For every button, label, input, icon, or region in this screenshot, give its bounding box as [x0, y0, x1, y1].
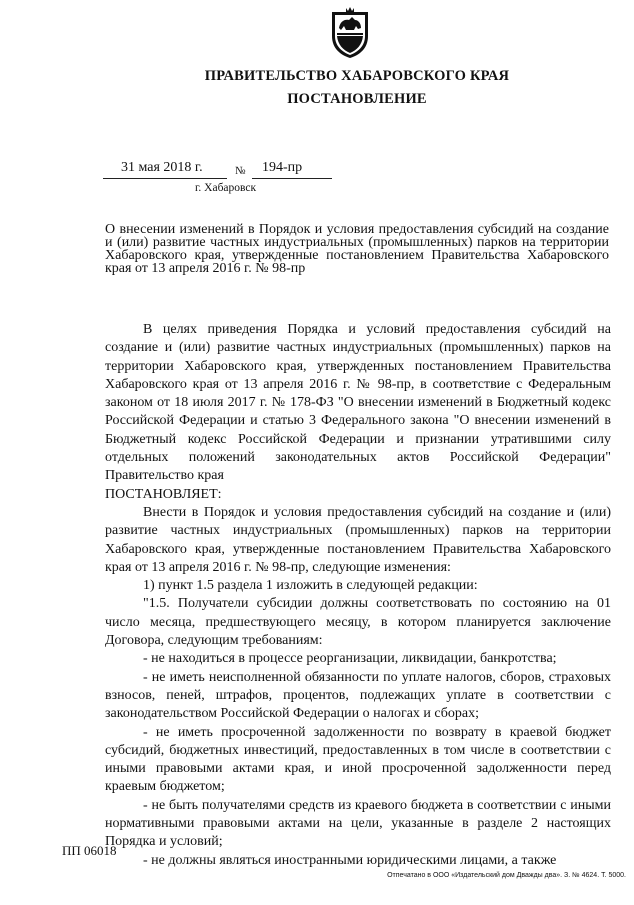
date-underline [103, 178, 227, 179]
body-paragraph: "1.5. Получатели субсидии должны соответствовать по состоянию на 01 число месяца, предшествующего месяцу, в котором планируется заключение Договора, следующим требованиям: [105, 596, 611, 649]
document-type-title: ПОСТАНОВЛЕНИЕ [287, 91, 427, 107]
number-sign: № [235, 165, 246, 177]
preamble-paragraph: В целях приведения Порядка и условий предоставления субсидий на создание и (или) развитие частных индустриальных (промышленных) парков на территории Хабаровского края, утвержденных постановлением Правительства Хабаровского края от 13 апреля 2016 г. № 98-пр, в соответствие с Федеральным законом от 18 июля 2017 г. № 178-ФЗ "О внесении изменений в Бюджетный кодекс Российской Федерации и статью 3 Федерального закона "О внесении изменений в Бюджетный кодекс Российской Федерации и признании утратившими силу отдельных положений законодательных актов Российской Федерации" Правительство края [105, 322, 611, 484]
coat-of-arms-icon [328, 6, 372, 60]
requirement-item: - не быть получателями средств из краевого бюджета в соответствии с иными нормативными правовыми актами на цели, указанные в разделе 2 настоящих Порядка и условий; [105, 797, 611, 850]
body-paragraph: 1) пункт 1.5 раздела 1 изложить в следующей редакции: [143, 578, 478, 594]
organization-title: ПРАВИТЕЛЬСТВО ХАБАРОВСКОГО КРАЯ [204, 68, 510, 84]
body-paragraph: Внести в Порядок и условия предоставления субсидий на создание и (или) развитие частных индустриальных (промышленных) парков на территории Хабаровского края, утвержденные постановлением Правительства Хабаровского края от 13 апреля 2016 г. № 98-пр, следующие изменения: [105, 504, 611, 575]
document-subject: О внесении изменений в Порядок и условия предоставления субсидий на создание и (или) развитие частных индустриальных (промышленных) парков на территории Хабаровского края, утвержденные постановлением Правительства Хабаровского края от 13 апреля 2016 г. № 98-пр [105, 222, 609, 276]
document-city: г. Хабаровск [195, 182, 257, 194]
document-body [105, 321, 611, 870]
document-date: 31 мая 2018 г. [121, 160, 203, 175]
footer-document-code: ПП 06018 [62, 843, 117, 858]
number-underline [252, 178, 332, 179]
document-number: 194-пр [262, 160, 303, 175]
requirement-item: - не находиться в процессе реорганизации, ликвидации, банкротства; [143, 651, 557, 667]
resolves-heading: ПОСТАНОВЛЯЕТ: [105, 486, 222, 502]
requirement-item: - не должны являться иностранными юридическими лицами, а также [143, 852, 557, 868]
requirement-item: - не иметь просроченной задолженности по возврату в краевой бюджет субсидий, бюджетных инвестиций, предоставленных в том числе в соответствии с иными правовыми актами края, и иной просроченной задолженности перед краевым бюджетом; [105, 724, 611, 795]
printer-imprint: Отпечатано в ООО «Издательский дом Дважды два». З. № 4624. Т. 5000. [387, 872, 626, 879]
requirement-item: - не иметь неисполненной обязанности по уплате налогов, сборов, страховых взносов, пеней, штрафов, процентов, подлежащих уплате в соответствии с законодательством Российской Федерации о налогах и сборах; [105, 669, 611, 722]
